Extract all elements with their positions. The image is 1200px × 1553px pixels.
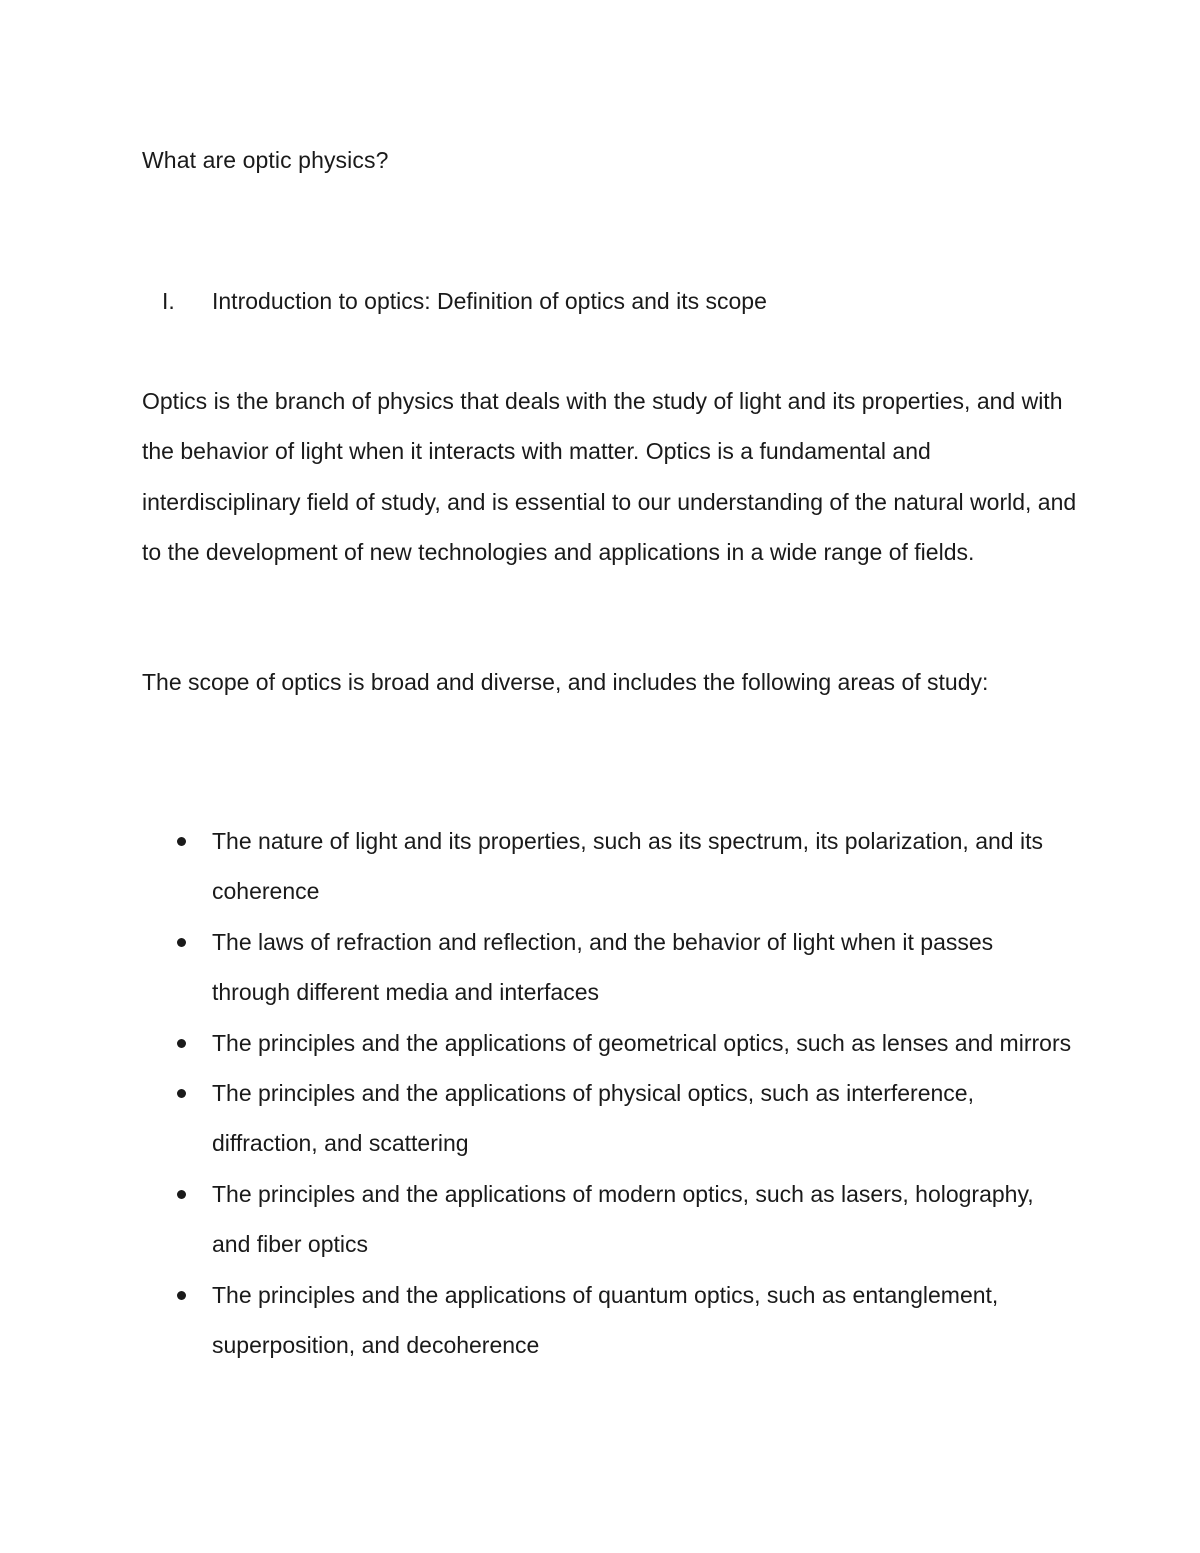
document-title: What are optic physics? (142, 147, 389, 173)
list-item-text: The principles and the applications of physical optics, such as interference, diffraction, and scattering (212, 1080, 974, 1157)
section-number: I. (162, 288, 175, 314)
list-item (142, 1169, 1077, 1270)
list-item (142, 816, 1077, 917)
list-item-text: The principles and the applications of geometrical optics, such as lenses and mirrors (212, 1029, 1072, 1056)
bullet-icon (177, 1089, 186, 1098)
list-item-text: The laws of refraction and reflection, and the behavior of light when it passes through different media and interfaces (212, 928, 994, 1006)
list-item-text: The nature of light and its properties, such as its spectrum, its polarization, and its coherence (212, 828, 1043, 905)
bullet-icon (177, 938, 186, 947)
bullet-icon (177, 837, 186, 846)
bullet-icon (177, 1190, 186, 1199)
section-heading-text: Introduction to optics: Definition of optics and its scope (212, 288, 767, 314)
scope-list (142, 816, 1077, 1370)
list-item (142, 1270, 1077, 1371)
list-item (142, 1018, 1077, 1068)
paragraph-definition: Optics is the branch of physics that deals with the study of light and its properties, and with the behavior of light when it interacts with matter. Optics is a fundamental and interdisciplinary field of study, and is essential to our understanding of the natural world, and to the development of new technologies and applications in a wide range of fields. (142, 388, 1077, 566)
paragraph-scope: The scope of optics is broad and diverse, and includes the following areas of study: (142, 669, 989, 695)
section-heading (142, 285, 1102, 317)
list-item (142, 1068, 1077, 1169)
list-item-text: The principles and the applications of quantum optics, such as entanglement, superposition, and decoherence (212, 1281, 999, 1359)
list-item-text: The principles and the applications of modern optics, such as lasers, holography, and fiber optics (212, 1180, 1034, 1258)
bullet-icon (177, 1039, 186, 1048)
list-item (142, 917, 1077, 1018)
bullet-icon (177, 1291, 186, 1300)
